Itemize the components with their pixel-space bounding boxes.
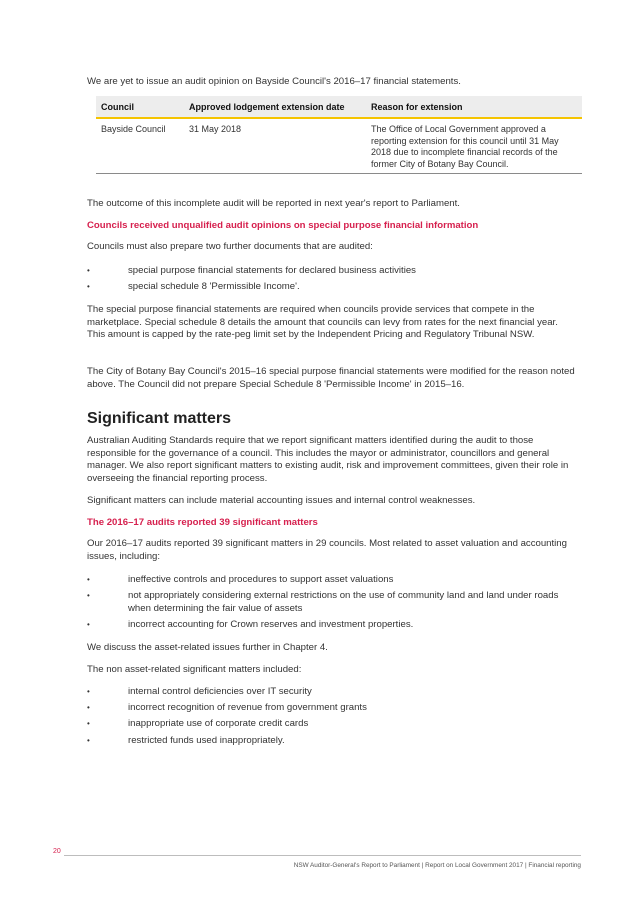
paragraph: The special purpose financial statements are required when councils provide services that compete in the marketplace. Special schedule 8 details the amount that councils can levy from rates for the next financial year. This amount is capped by the rate-peg limit set by the Independent Pricing and Regulatory Tribunal NSW.: [87, 304, 558, 341]
column-header-extension-date: Approved lodgement extension date: [184, 96, 366, 118]
column-header-council: Council: [96, 96, 184, 118]
paragraph: Our 2016–17 audits reported 39 significant matters in 29 councils. Most related to asset valuation and accounting issues, including:: [87, 538, 567, 562]
bullet-list-documents: [87, 265, 577, 297]
cell-council: Bayside Council: [96, 118, 184, 174]
column-header-reason: Reason for extension: [366, 96, 582, 118]
table-row: [96, 118, 582, 174]
list-item: • restricted funds used inappropriately.: [87, 735, 577, 748]
paragraph: Australian Auditing Standards require that we report significant matters identified during the audit to those responsible for the governance of a council. This includes the mayor or administrator, councillors and general manager. We also report significant matters to existing audit, risk and improvement committees, given their role in overseeing the financial reporting process.: [87, 435, 569, 484]
paragraph: The non asset-related significant matters included:: [87, 664, 302, 675]
list-item: • ineffective controls and procedures to support asset valuations: [87, 574, 577, 587]
bullet-list-asset-issues: [87, 574, 577, 635]
list-item: • incorrect accounting for Crown reserves and investment properties.: [87, 619, 577, 632]
section-title-significant-matters: Significant matters: [87, 410, 232, 427]
section-heading-special-purpose: Councils received unqualified audit opinions on special purpose financial information: [87, 220, 479, 231]
paragraph: Councils must also prepare two further documents that are audited:: [87, 241, 373, 252]
list-item: • internal control deficiencies over IT security: [87, 686, 577, 699]
list-item: • inappropriate use of corporate credit cards: [87, 718, 577, 731]
footer-text: NSW Auditor-General's Report to Parliament | Report on Local Government 2017 | Financial reporting: [293, 862, 581, 869]
list-item: • not appropriately considering external restrictions on the use of community land and land under roads when determining the fair value of assets: [87, 590, 577, 615]
list-item: • special purpose financial statements for declared business activities: [87, 265, 577, 278]
paragraph: Significant matters can include material accounting issues and internal control weaknesses.: [87, 495, 476, 506]
intro-text: We are yet to issue an audit opinion on Bayside Council's 2016–17 financial statements.: [87, 76, 461, 87]
paragraph: We discuss the asset-related issues further in Chapter 4.: [87, 642, 328, 653]
page-number: 20: [53, 848, 61, 855]
cell-reason: The Office of Local Government approved a reporting extension for this council until 31 May 2018 due to incomplete financial records of the former City of Botany Bay Council.: [366, 118, 582, 174]
section-heading-39-matters: The 2016–17 audits reported 39 significant matters: [87, 517, 318, 528]
bullet-list-non-asset-issues: [87, 686, 577, 751]
list-item: • special schedule 8 'Permissible Income'.: [87, 281, 577, 294]
list-item: • incorrect recognition of revenue from government grants: [87, 702, 577, 715]
cell-date: 31 May 2018: [184, 118, 366, 174]
footer-divider: [64, 855, 581, 856]
paragraph: The City of Botany Bay Council's 2015–16 special purpose financial statements were modified for the reason noted above. The Council did not prepare Special Schedule 8 'Permissible Income' in 2015–16.: [87, 366, 575, 390]
outcome-text: The outcome of this incomplete audit will be reported in next year's report to Parliament.: [87, 198, 460, 209]
extension-table: [96, 96, 582, 174]
